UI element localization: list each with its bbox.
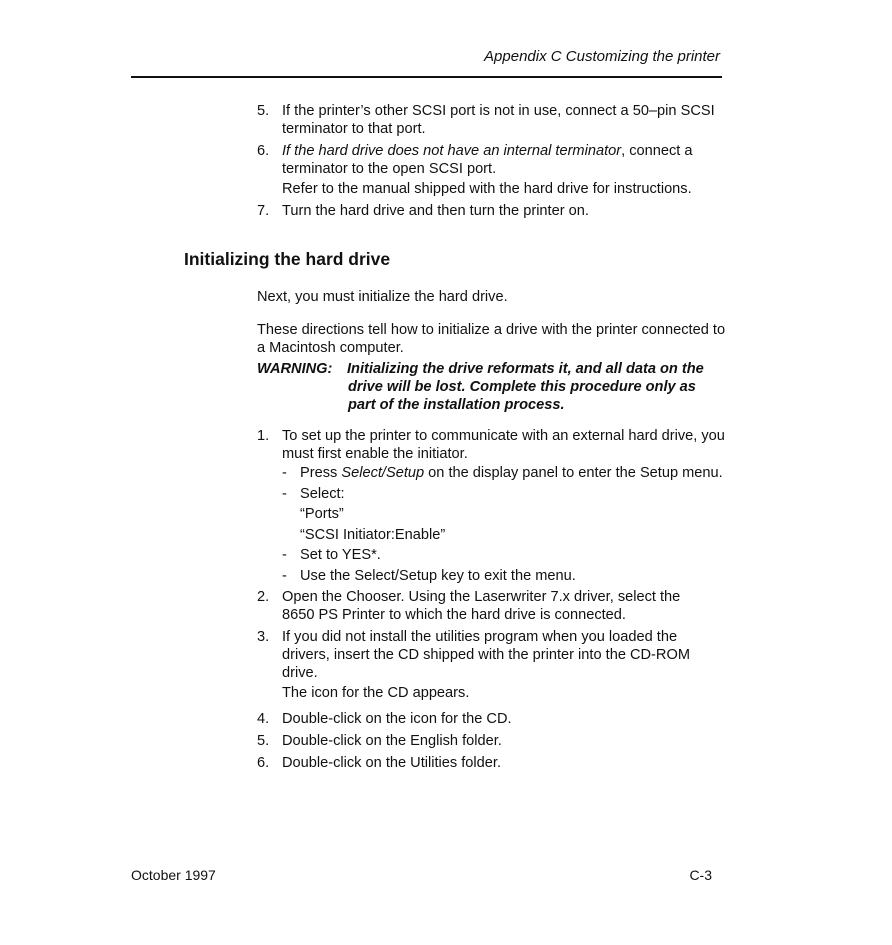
running-header: Appendix C Customizing the printer: [484, 48, 720, 65]
step-text: terminator to that port.: [282, 121, 426, 137]
step-text: must first enable the initiator.: [282, 446, 468, 462]
warning-text: Initializing the drive reformats it, and all data on the: [347, 361, 704, 377]
step-text: If the printer’s other SCSI port is not in use, connect a 50–pin SCSI: [282, 103, 715, 119]
step-note: Refer to the manual shipped with the hard drive for instructions.: [282, 181, 692, 197]
substep-dash: -: [282, 486, 287, 502]
step-number: 3.: [257, 629, 270, 645]
footer-date: October 1997: [131, 867, 216, 883]
step-number: 2.: [257, 589, 270, 605]
step-number: 4.: [257, 711, 270, 727]
substep-dash: -: [282, 568, 287, 584]
step-number: 7.: [257, 203, 270, 219]
step-italic-lead: If the hard drive does not have an internal terminator: [282, 143, 622, 159]
paragraph: These directions tell how to initialize a drive with the printer connected to: [257, 322, 726, 338]
substep-text: Set to YES*.: [300, 547, 381, 563]
substep-text: [300, 464, 723, 482]
step-number: 6.: [257, 143, 270, 159]
step-text: Double-click on the icon for the CD.: [282, 711, 512, 727]
substep-text: “Ports”: [300, 506, 344, 522]
step-number: 5.: [257, 103, 270, 119]
substep-dash: -: [282, 547, 287, 563]
step-text: drive.: [282, 665, 318, 681]
footer-page-number: C-3: [689, 867, 712, 883]
step-number: 1.: [257, 428, 270, 444]
substep-dash: -: [282, 465, 287, 481]
step-text: drivers, insert the CD shipped with the printer into the CD-ROM: [282, 647, 690, 663]
warning-label: WARNING:: [257, 361, 333, 377]
step-text: 8650 PS Printer to which the hard drive is connected.: [282, 607, 626, 623]
step-text: To set up the printer to communicate with an external hard drive, you: [282, 428, 725, 444]
warning-text: part of the installation process.: [348, 397, 565, 413]
step-number: 6.: [257, 755, 270, 771]
substep-italic: Select/Setup: [341, 465, 425, 481]
step-text-rest: , connect a: [621, 143, 693, 159]
step-text: Turn the hard drive and then turn the printer on.: [282, 203, 589, 219]
warning-text: drive will be lost. Complete this procedure only as: [348, 379, 696, 395]
substep-text: Select:: [300, 486, 345, 502]
step-text: If you did not install the utilities program when you loaded the: [282, 629, 678, 645]
step-number: 5.: [257, 733, 270, 749]
section-heading: Initializing the hard drive: [184, 249, 391, 269]
step-text: Open the Chooser. Using the Laserwriter 7.x driver, select the: [282, 589, 681, 605]
paragraph: Next, you must initialize the hard drive.: [257, 289, 508, 305]
substep-text: Use the Select/Setup key to exit the menu.: [300, 568, 576, 584]
step-text: terminator to the open SCSI port.: [282, 161, 497, 177]
substep-pre: Press: [300, 465, 342, 481]
header-rule: [131, 76, 722, 78]
step-text: Double-click on the English folder.: [282, 733, 502, 749]
substep-text: “SCSI Initiator:Enable”: [300, 527, 446, 543]
substep-post: on the display panel to enter the Setup menu.: [424, 465, 723, 481]
step-text: Double-click on the Utilities folder.: [282, 755, 502, 771]
step-note: The icon for the CD appears.: [282, 685, 470, 701]
paragraph: a Macintosh computer.: [257, 340, 404, 356]
step-text: [282, 142, 693, 160]
